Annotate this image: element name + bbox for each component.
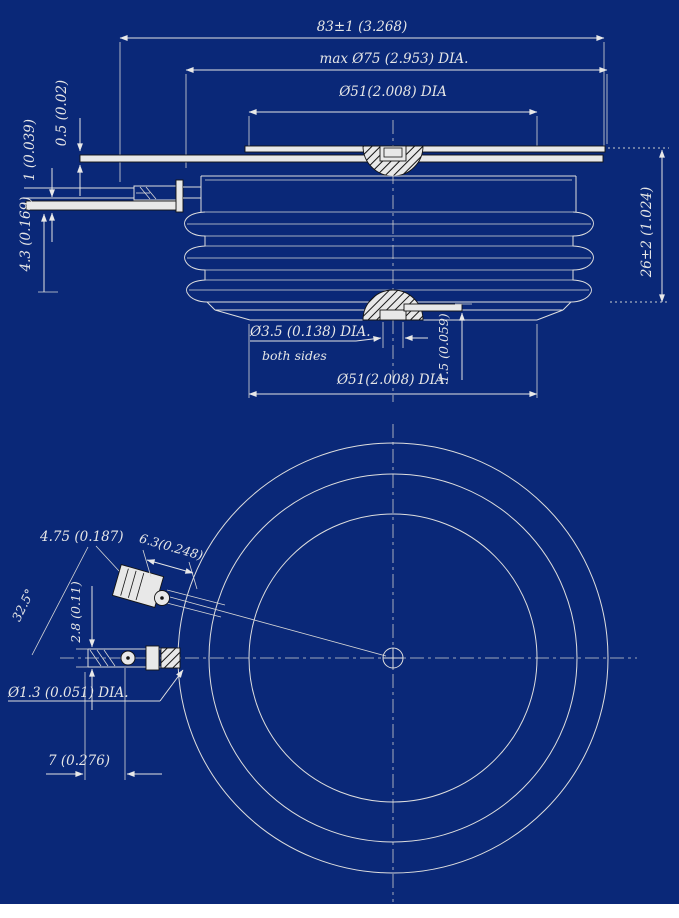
dim-gate-hole-note: both sides [262,348,327,363]
dim-terminal-length-label: 6.3(0.248) [137,530,205,563]
dim-bottom-pole-diameter-label: Ø51(2.008) DIA. [337,372,449,388]
dim-overall-width-label: 83±1 (3.268) [316,19,408,35]
dim-plate-thickness-label: 0.5 (0.02) [54,79,70,147]
dim-gate-hole-label: Ø3.5 (0.138) DIA. [250,324,371,340]
dim-terminal-width-label: 4.75 (0.187) [40,529,124,545]
dim-top-pole-diameter-label: Ø51(2.008) DIA [339,84,447,100]
dim-lead-thickness-label: 2.8 (0.11) [68,581,83,643]
dim-wire-diameter-label: Ø1.3 (0.051) DIA. [8,685,129,701]
dim-seal-thickness-label: 1 (0.039) [22,118,38,182]
dim-end-offset-label: 7 (0.276) [48,753,111,769]
page-bottom-strip [0,904,679,918]
dim-max-diameter-label: max Ø75 (2.953) DIA. [319,51,469,67]
dim-body-height-label: 26±2 (1.024) [639,186,655,278]
dim-lead-height-label: 4.3 (0.169) [18,196,34,272]
dim-boss-height-label: 1.5 (0.059) [436,313,451,383]
dim-lead-angle-label: 32.5° [8,586,38,624]
